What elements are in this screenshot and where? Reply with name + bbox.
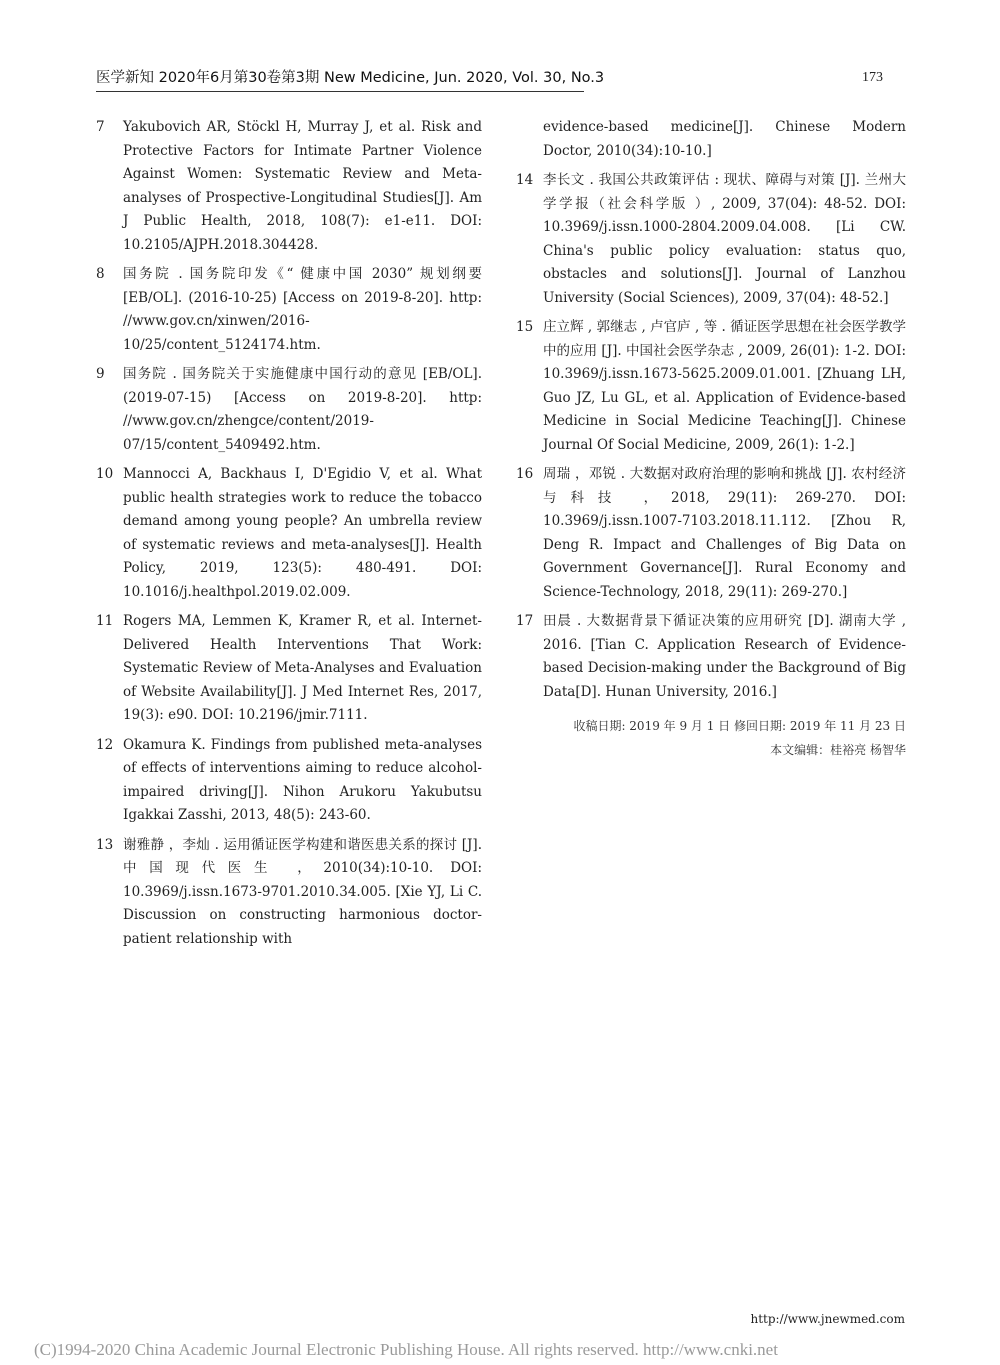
- received-revised-dates: 收稿日期: 2019 年 9 月 1 日 修回日期: 2019 年 11 月 23 日: [573, 719, 906, 733]
- editors-line: 本文编辑：桂裕亮 杨智华: [770, 743, 906, 757]
- ref-number: 15: [516, 319, 534, 335]
- footer-url: http://www.jnewmed.com: [750, 1312, 905, 1326]
- page-number: 173: [862, 70, 883, 85]
- reference-14: [516, 169, 906, 310]
- ref-number: 12: [96, 736, 114, 753]
- ref-text: 周瑞 ，邓锐 . 大数据对政府治理的影响和挑战 [J]. 农村经济与科技 ，2018, 29(11): 269-270. DOI: 10.3969/j.issn.1007-7103.2018.11.112. [Zhou R, Deng R. Impact and Challenges of Big Data on Government Governance[J]. Rural Economy and Science-Technology, 2018, 29(11): 269-270.]: [543, 466, 906, 600]
- reference-7: [96, 116, 482, 257]
- ref-number: 8: [96, 266, 105, 282]
- reference-9: [96, 363, 482, 457]
- reference-10: [96, 463, 482, 604]
- article-dates: [516, 714, 906, 762]
- ref-number: 14: [516, 172, 534, 188]
- reference-12: [96, 734, 482, 828]
- running-header: 医学新知 2020年6月第30卷第3期 New Medicine, Jun. 2020, Vol. 30, No.3: [96, 66, 584, 92]
- ref-text: Okamura K. Findings from published meta-analyses of effects of interventions aiming to reduce alcohol-impaired driving[J]. Nihon Arukoru Yakubutsu Igakkai Zasshi, 2013, 48(5): 243-60.: [123, 736, 482, 823]
- ref-number: 11: [96, 613, 114, 629]
- ref-number: 13: [96, 836, 114, 853]
- copyright-notice: (C)1994-2020 China Academic Journal Electronic Publishing House. All rights reserved. http://www.cnki.net: [34, 1340, 778, 1359]
- reference-15: [516, 316, 906, 457]
- ref-text: 国务院 . 国务院印发《“ 健康中国 2030” 规划纲要 [EB/OL]. (2016-10-25) [Access on 2019-8-20]. http: //www.gov.cn/xinwen/2016-10/25/content_5124174.htm.: [123, 266, 482, 353]
- ref-number: 16: [516, 466, 534, 482]
- reference-17: [516, 610, 906, 704]
- references-right-column: [516, 116, 906, 762]
- ref-text: 谢雅静 ，李灿 . 运用循证医学构建和谐医患关系的探讨 [J]. 中国现代医生 ，2010(34):10-10. DOI: 10.3969/j.issn.1673-9701.2010.34.005. [Xie YJ, Li C. Discussion on constructing harmonious doctor-patient relationship with: [123, 836, 482, 947]
- reference-16: [516, 463, 906, 604]
- ref-number: 7: [96, 119, 105, 135]
- ref-number: 9: [96, 366, 105, 382]
- ref-number: 10: [96, 466, 114, 482]
- reference-11: [96, 610, 482, 728]
- ref-text: 国务院 . 国务院关于实施健康中国行动的意见 [EB/OL]. (2019-07-15) [Access on 2019-8-20]. http: //www.gov.cn/zhengce/content/2019-07/15/content_5409492.htm.: [123, 366, 482, 453]
- references-left-column: [96, 116, 482, 957]
- ref-text: 庄立辉 , 郭继志 , 卢官庐 , 等 . 循证医学思想在社会医学教学中的应用 [J]. 中国社会医学杂志 , 2009, 26(01): 1-2. DOI: 10.3969/j.issn.1673-5625.2009.01.001. [Zhuang LH, Guo JZ, Lu GL, et al. Application of Evidence-based Medicine in Social Medicine Teaching[J]. Chinese Journal Of Social Medicine, 2009, 26(1): 1-2.]: [543, 319, 906, 453]
- ref-text: Rogers MA, Lemmen K, Kramer R, et al. Internet-Delivered Health Interventions That Work: Systematic Review of Meta-Analyses and Evaluation of Website Availability[J]. J Med Internet Res, 2017, 19(3): e90. DOI: 10.2196/jmir.7111.: [123, 613, 482, 723]
- ref-text: 李长文 . 我国公共政策评估 : 现状、障碍与对策 [J]. 兰州大学学报（社会科学版 ）, 2009, 37(04): 48-52. DOI: 10.3969/j.issn.1000-2804.2009.04.008. [Li CW. China's public policy evaluation: status quo, obstacles and solutions[J]. Journal of Lanzhou University (Social Sciences), 2009, 37(04): 48-52.]: [543, 172, 906, 306]
- ref-text: Mannocci A, Backhaus I, D'Egidio V, et al. What public health strategies work to reduce the tobacco demand among young people? An umbrella review of systematic reviews and meta-analyses[J]. Health Policy, 2019, 123(5): 480-491. DOI: 10.1016/j.healthpol.2019.02.009.: [123, 466, 482, 600]
- ref-text: Yakubovich AR, Stöckl H, Murray J, et al. Risk and Protective Factors for Intimate Partner Violence Against Women: Systematic Review and Meta-analyses of Prospective-Longitudinal Studies[J]. Am J Public Health, 2018, 108(7): e1-e11. DOI: 10.2105/AJPH.2018.304428.: [123, 119, 482, 253]
- reference-13-continuation: evidence-based medicine[J]. Chinese Modern Doctor, 2010(34):10-10.]: [543, 119, 906, 159]
- reference-8: [96, 263, 482, 357]
- reference-13: [96, 834, 482, 952]
- ref-number: 17: [516, 613, 534, 629]
- ref-text: 田晨 . 大数据背景下循证决策的应用研究 [D]. 湖南大学 , 2016. [Tian C. Application Research of Evidence-based Decision-making under the Background of Big Data[D]. Hunan University, 2016.]: [543, 613, 906, 700]
